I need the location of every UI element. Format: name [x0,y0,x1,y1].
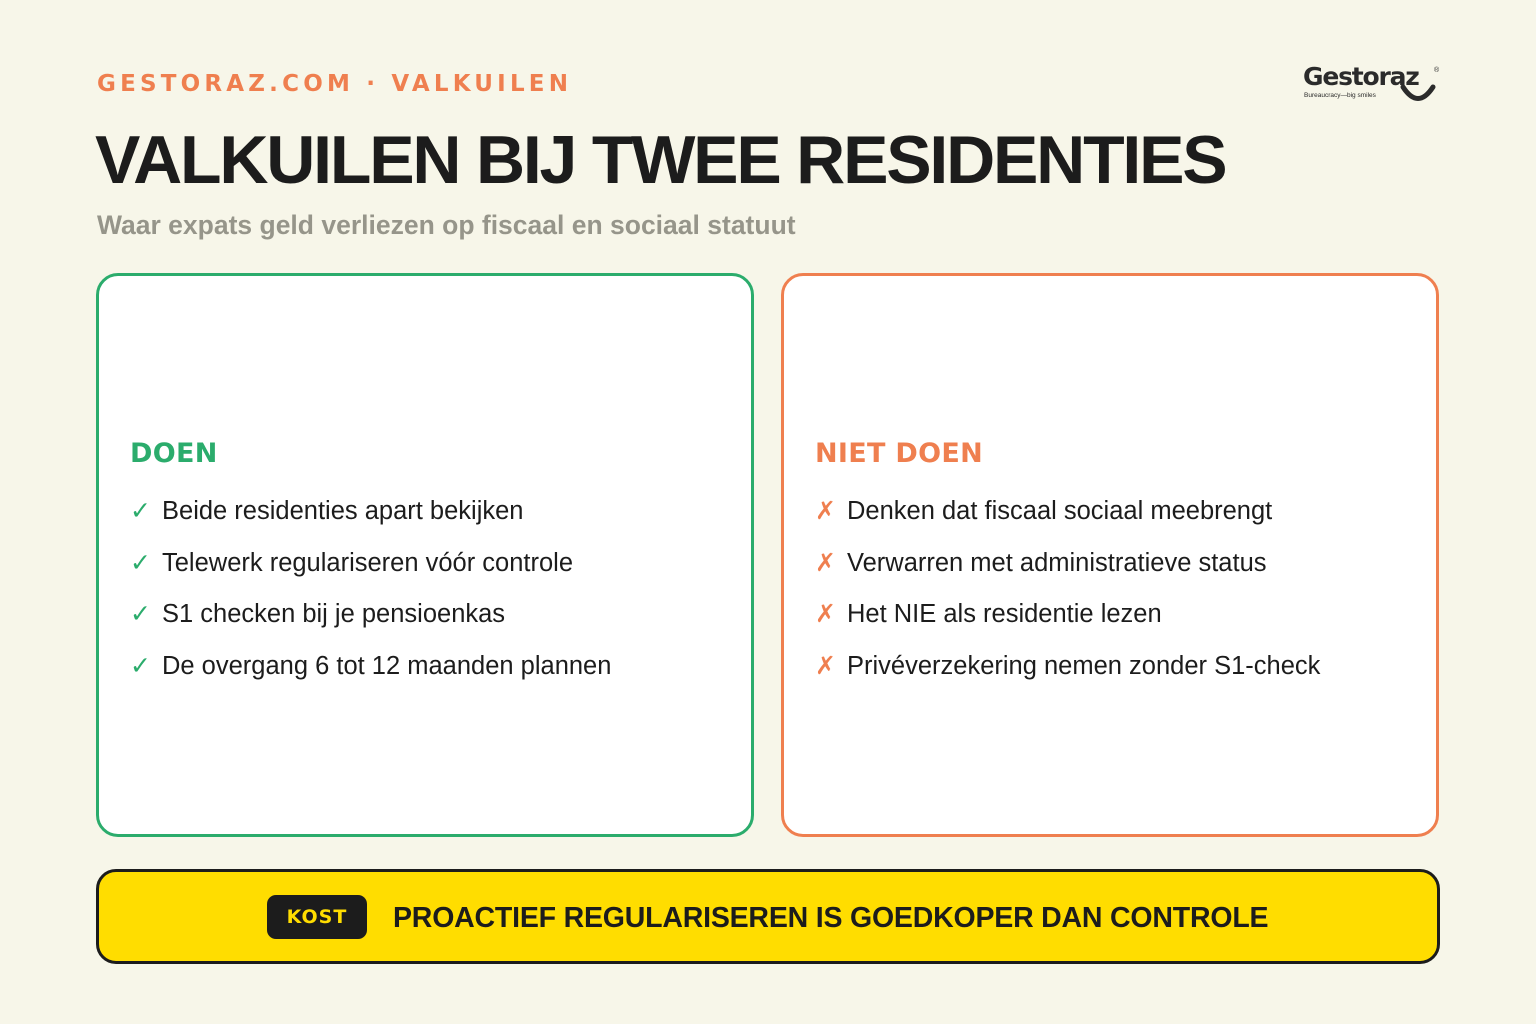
do-list-item [130,546,611,598]
logo-registered-mark: ® [1434,67,1440,74]
dont-list-item [815,597,1320,649]
cross-icon: ✗ [815,650,836,680]
banner-message: PROACTIEF REGULARISEREN IS GOEDKOPER DAN CONTROLE [393,902,1269,934]
do-card [96,273,754,837]
logo-wordmark: Gestoraz [1303,62,1419,91]
cross-icon: ✗ [815,496,836,525]
dont-item-text: Verwarren met administratieve status [847,548,1267,577]
cost-badge: KOST [267,895,367,939]
dont-item-text: Denken dat fiscaal sociaal meebrengt [847,497,1273,525]
do-list [130,494,611,700]
dont-item-text: Het NIE als residentie lezen [847,600,1162,628]
dont-list-item [815,546,1320,598]
dont-card-heading: NIET DOEN [815,438,984,469]
dont-item-text: Privéverzekering nemen zonder S1-check [847,651,1321,680]
checkmark-icon: ✓ [130,496,151,525]
dont-card [781,273,1439,837]
dont-list [815,494,1320,700]
smile-icon [1400,84,1436,106]
dont-list-item [815,649,1320,701]
page-subtitle: Waar expats geld verliezen op fiscaal en sociaal statuut [97,210,796,240]
dont-list-item [815,494,1320,546]
logo-tagline: Bureaucracy—big smiles [1304,92,1376,99]
do-item-text: De overgang 6 tot 12 maanden plannen [162,651,612,680]
cost-banner [96,869,1440,964]
gestoraz-logo[interactable] [1300,62,1442,108]
do-list-item [130,494,611,546]
checkmark-icon: ✓ [130,650,151,680]
page-title: VALKUILEN BIJ TWEE RESIDENTIES [95,122,1226,198]
do-item-text: Beide residenties apart bekijken [162,497,524,525]
do-list-item [130,649,611,701]
cross-icon: ✗ [815,547,836,577]
do-item-text: S1 checken bij je pensioenkas [162,600,506,628]
checkmark-icon: ✓ [130,599,151,628]
cross-icon: ✗ [815,599,836,628]
checkmark-icon: ✓ [130,547,151,577]
do-card-heading: DOEN [130,438,218,469]
eyebrow-label: GESTORAZ.COM · VALKUILEN [97,71,573,97]
do-item-text: Telewerk regulariseren vóór controle [162,548,574,577]
do-list-item [130,597,611,649]
